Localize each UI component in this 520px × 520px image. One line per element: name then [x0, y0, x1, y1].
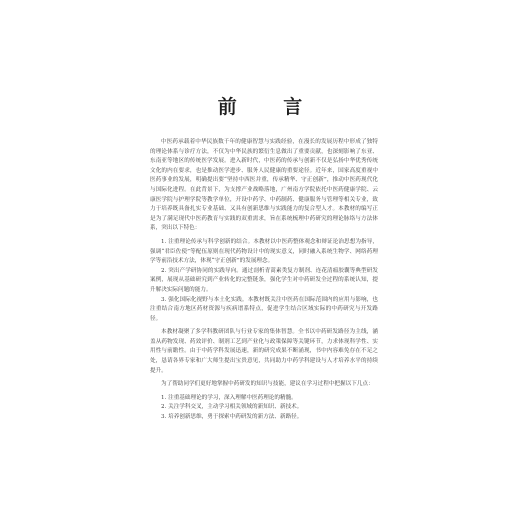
paragraph-feature-1: 1. 注重理论传承与科学创新的结合。本教材以中医药整体观念和辩证论治思想为指导，强调“君臣佐使”等配伍原则在现代药物设计中的现实意义，同时融入系统生物学、网络药理学等前沿技术方法，体现“守正创新”的发展理念。 — [150, 238, 378, 265]
paragraph-advice-1: 1. 注重基础理论的学习，深入理解中医药理论的精髓。 — [161, 394, 297, 401]
paragraph-intro: 中医药承载着中华民族数千年的健康智慧与实践经验，在漫长的发展历程中形成了独特的理论体系与诊疗方法，不仅为中华民族的繁衍生息做出了重要贡献，也深刻影响了东亚、东南亚等地区的传统医学发展。进入新时代，中医药的传承与创新不仅是弘扬中华优秀传统文化的内在要求，也是推动医学进步、服务人民健康的重要途径。近年来，国家高度重视中医药事业的发展，明确提出要“坚持中西医并重，传承精华、守正创新”，推动中医药现代化与国际化进程。在此背景下，为支撑产业战略落地，广州南方学院依托中医药健康学院、云康医学院与护理学院等教学单位，开设中药学、中药制药、健康服务与管理等相关专业，致力于培养既具备扎实专业基础、又具有创新思维与实践能力的复合型人才。本教材的编写正是为了满足现代中医药教育与实践的双重需求，旨在系统梳理中药研究的理论脉络与方法体系，突出以下特色： — [150, 139, 378, 232]
preface-body — [150, 138, 378, 423]
page-title: 前 言 — [217, 96, 323, 118]
paragraph-study-advice: 为了帮助同学们更好地掌握中药研发的知识与技能，建议在学习过程中把握以下几点： — [161, 381, 374, 388]
paragraph-feature-2: 2. 突出产学研协同的实践导向。通过剖析青蒿素类复方制剂、连花清瘟胶囊等典型研发案例，展现从基础研究到产业转化的完整链条，强化学生对中药研发全过程的系统认知，提升解决实际问题的能力。 — [150, 267, 378, 293]
paragraph-feature-3: 3. 强化国际化视野与本土化实践。本教材既关注中医药在国际范围内的应用与影响，也注重结合南方地区药材资源与疾病谱系特点，促进学生结合区域实际的中药研究与开发路径。 — [150, 296, 378, 322]
paragraph-advice-3: 3. 培养创新思维，勇于探索中药研发的新方法、新路径。 — [161, 414, 303, 421]
paragraph-advice-2: 2. 关注学科交叉，主动学习相关领域的新知识、新技术。 — [161, 404, 303, 411]
paragraph-summary: 本教材凝聚了多学科教研团队与行业专家的集体智慧。全书以中药研发路径为主线，涵盖从药物发现、药效评价、制剂工艺到产业化与政策保障等关键环节，力求体现科学性、实用性与前瞻性。由于中药学科发展迅速，新的研究成果不断涌现，书中内容难免存在不足之处，恳请各界专家和广大师生提出宝贵意见，共同助力中药学科建设与人才培养水平的持续提升。 — [150, 329, 378, 374]
